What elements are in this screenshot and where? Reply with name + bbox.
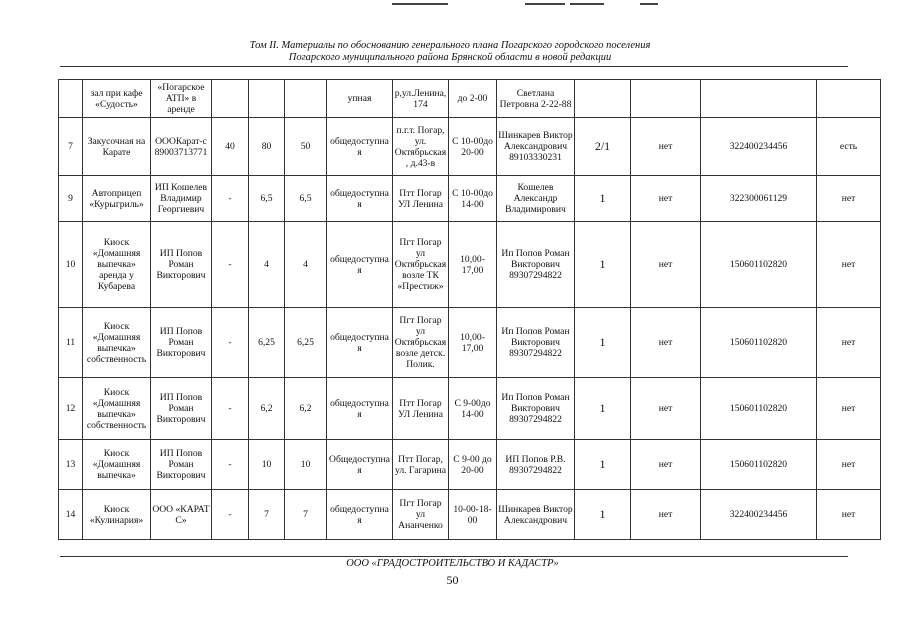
table-cell: Пгт Погар ул Октябрьская возле ТК «Престиж» (393, 222, 449, 308)
footer-rule (60, 556, 848, 557)
header-line-1: Том II. Материалы по обоснованию генерального плана Погарского городского поселения (249, 40, 651, 51)
table-cell (701, 80, 817, 118)
table-row (59, 176, 881, 222)
table-cell: нет (817, 176, 881, 222)
table-cell: 1 (575, 440, 631, 490)
table-cell: 4 (249, 222, 285, 308)
table-cell: Птт Погар УЛ Ленина (393, 378, 449, 440)
table-cell: ООО «КАРАТ С» (151, 490, 212, 540)
table-cell: Автоприцеп «Курыгриль» (83, 176, 151, 222)
table-cell: нет (631, 308, 701, 378)
footer-org: ООО «ГРАДОСТРОИТЕЛЬСТВО И КАДАСТР» (346, 558, 559, 569)
table-cell: 10 (249, 440, 285, 490)
table-cell: Киоск «Домашняя выпечка» (83, 440, 151, 490)
table-cell: 2/1 (575, 118, 631, 176)
table-cell: нет (631, 440, 701, 490)
table-cell: 50 (285, 118, 327, 176)
table-cell: Закусочная на Карате (83, 118, 151, 176)
table-cell: нет (631, 176, 701, 222)
table-cell: общедоступная (327, 308, 393, 378)
table-cell: зал при кафе «Судость» (83, 80, 151, 118)
table-cell (212, 80, 249, 118)
table-cell: нет (631, 222, 701, 308)
table-cell: 10-00-18-00 (449, 490, 497, 540)
table-cell: 1 (575, 222, 631, 308)
table-cell: 7 (59, 118, 83, 176)
table-cell: 11 (59, 308, 83, 378)
table-cell: ИП Попов Роман Викторович (151, 222, 212, 308)
table-cell: Светлана Петровна 2-22-88 (497, 80, 575, 118)
table-cell: 322400234456 (701, 490, 817, 540)
table-cell (575, 80, 631, 118)
table-cell: - (212, 308, 249, 378)
table-cell: 322400234456 (701, 118, 817, 176)
table-cell: ИП Попов Р.В. 89307294822 (497, 440, 575, 490)
table-cell: р,ул.Ленина,174 (393, 80, 449, 118)
table-cell: 150601102820 (701, 222, 817, 308)
table-row (59, 490, 881, 540)
table-cell: упная (327, 80, 393, 118)
header-rule (60, 66, 848, 67)
table-cell: Птт Погар, ул. Гагарина (393, 440, 449, 490)
table-cell: 6,25 (285, 308, 327, 378)
table-cell: - (212, 378, 249, 440)
table-cell: - (212, 176, 249, 222)
table-cell: ИП Кошелев Владимир Георгиевич (151, 176, 212, 222)
table-cell: 80 (249, 118, 285, 176)
table-cell: 150601102820 (701, 440, 817, 490)
table-cell: нет (631, 490, 701, 540)
document-header (70, 40, 830, 64)
table-cell: общедоступная (327, 118, 393, 176)
table-cell: - (212, 490, 249, 540)
table-cell: до 2-00 (449, 80, 497, 118)
table-cell: 10 (59, 222, 83, 308)
table-cell: нет (817, 222, 881, 308)
table-cell: 1 (575, 378, 631, 440)
table-cell: 14 (59, 490, 83, 540)
table-cell: нет (817, 308, 881, 378)
table-cell: общедоступная (327, 378, 393, 440)
table-cell: нет (817, 490, 881, 540)
table-row (59, 308, 881, 378)
table-cell: Киоск «Домашняя выпечка» аренда у Кубарева (83, 222, 151, 308)
table-cell: 4 (285, 222, 327, 308)
table-cell: Шинкарев Виктор Александрович (497, 490, 575, 540)
top-scan-marks (0, 0, 905, 10)
table-cell: Киоск «Домашняя выпечка» собственность (83, 378, 151, 440)
table-cell: нет (817, 440, 881, 490)
table-cell: 12 (59, 378, 83, 440)
table-cell: Общедоступная (327, 440, 393, 490)
table-cell: ИП Попов Роман Викторович (151, 378, 212, 440)
table-cell (631, 80, 701, 118)
table-cell: 6,5 (249, 176, 285, 222)
table-row (59, 118, 881, 176)
table-cell: есть (817, 118, 881, 176)
table-cell: п.г.т. Погар, ул. Октябрьская, д.43-в (393, 118, 449, 176)
table-cell (59, 80, 83, 118)
table-cell: Шинкарев Виктор Александрович 89103330231 (497, 118, 575, 176)
table-row (59, 378, 881, 440)
table-cell: Киоск «Домашняя выпечка» собственность (83, 308, 151, 378)
table-cell: 40 (212, 118, 249, 176)
table-cell: Ип Попов Роман Викторович 89307294822 (497, 222, 575, 308)
table-row (59, 80, 881, 118)
table-cell: 6,2 (249, 378, 285, 440)
table-cell: ОООКарат-с 89003713771 (151, 118, 212, 176)
table-cell: 1 (575, 308, 631, 378)
table-cell: Пгт Погар ул Ананченко (393, 490, 449, 540)
table-cell: 1 (575, 490, 631, 540)
table-cell: 13 (59, 440, 83, 490)
table-cell: 7 (249, 490, 285, 540)
table-cell: 6,2 (285, 378, 327, 440)
data-table (58, 79, 881, 540)
table-cell: общедоступная (327, 490, 393, 540)
table-cell: Ип Попов Роман Викторович 89307294822 (497, 308, 575, 378)
table-cell: С 9-00 до 20-00 (449, 440, 497, 490)
table-cell: нет (631, 118, 701, 176)
table-cell: 10 (285, 440, 327, 490)
table-cell: - (212, 440, 249, 490)
table-cell: 6,5 (285, 176, 327, 222)
table-cell: общедоступная (327, 176, 393, 222)
table-cell: 10,00-17,00 (449, 308, 497, 378)
header-line-2: Погарского муниципального района Брянской области в новой редакции (288, 52, 612, 63)
table-cell: С 10-00до 20-00 (449, 118, 497, 176)
table-cell: 6,25 (249, 308, 285, 378)
table-cell: Птт Погар УЛ Ленина (393, 176, 449, 222)
table-cell (817, 80, 881, 118)
page-number: 50 (446, 573, 459, 587)
table-cell: С 10-00до 14-00 (449, 176, 497, 222)
table-cell: Пгт Погар ул Октябрьская возле детск. Полик. (393, 308, 449, 378)
table-cell: 7 (285, 490, 327, 540)
table-cell: нет (817, 378, 881, 440)
table-cell: нет (631, 378, 701, 440)
table-cell: ИП Попов Роман Викторович (151, 440, 212, 490)
table-cell: 9 (59, 176, 83, 222)
table-cell: 10,00-17,00 (449, 222, 497, 308)
table-cell: - (212, 222, 249, 308)
table-row (59, 222, 881, 308)
table-body (59, 80, 881, 540)
table-cell: 150601102820 (701, 378, 817, 440)
table-cell: Ип Попов Роман Викторович 89307294822 (497, 378, 575, 440)
table-cell: 322300061129 (701, 176, 817, 222)
table-cell: «Погарское АТП» в аренде (151, 80, 212, 118)
table-cell (249, 80, 285, 118)
table-row (59, 440, 881, 490)
table-cell (285, 80, 327, 118)
table-cell: 1 (575, 176, 631, 222)
table-cell: ИП Попов Роман Викторович (151, 308, 212, 378)
table-cell: С 9-00до 14-00 (449, 378, 497, 440)
table-cell: общедоступная (327, 222, 393, 308)
table-cell: 150601102820 (701, 308, 817, 378)
table-cell: Киоск «Кулинария» (83, 490, 151, 540)
table-cell: Кошелев Александр Владимирович (497, 176, 575, 222)
